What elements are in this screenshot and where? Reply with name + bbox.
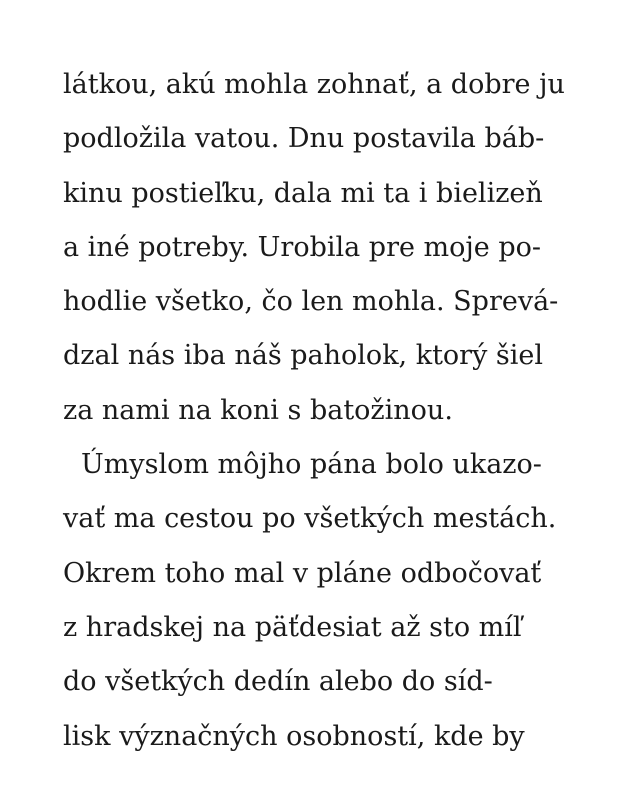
text-line-1: látkou, akú mohla zohnať, a dobre ju (63, 69, 565, 100)
text-line-9: vať ma cestou po všetkých mestách. (63, 503, 557, 535)
text-line-6: dzal nás iba náš paholok, ktorý šiel (63, 340, 544, 372)
text-line-4: a iné potreby. Urobila pre moje po- (63, 231, 542, 263)
text-line-5: hodlie všetko, čo len mohla. Sprevá- (63, 286, 559, 318)
text-line-3: kinu postieľku, dala mi ta i bielizeň (63, 177, 543, 209)
text-line-2: podložila vatou. Dnu postavila báb- (63, 123, 545, 155)
text-line-7: za nami na koni s batožinou. (63, 394, 453, 426)
text-line-10: Okrem toho mal v pláne odbočovať (63, 557, 542, 589)
text-line-8-paragraph-start: Úmyslom môjho pána bolo ukazo- (81, 449, 542, 481)
text-line-11: z hradskej na päťdesiat až sto míľ (63, 611, 522, 643)
text-line-13: lisk význačných osobností, kde by (63, 720, 525, 752)
body-text (63, 58, 583, 764)
text-line-12: do všetkých dedín alebo do síd- (63, 666, 493, 698)
